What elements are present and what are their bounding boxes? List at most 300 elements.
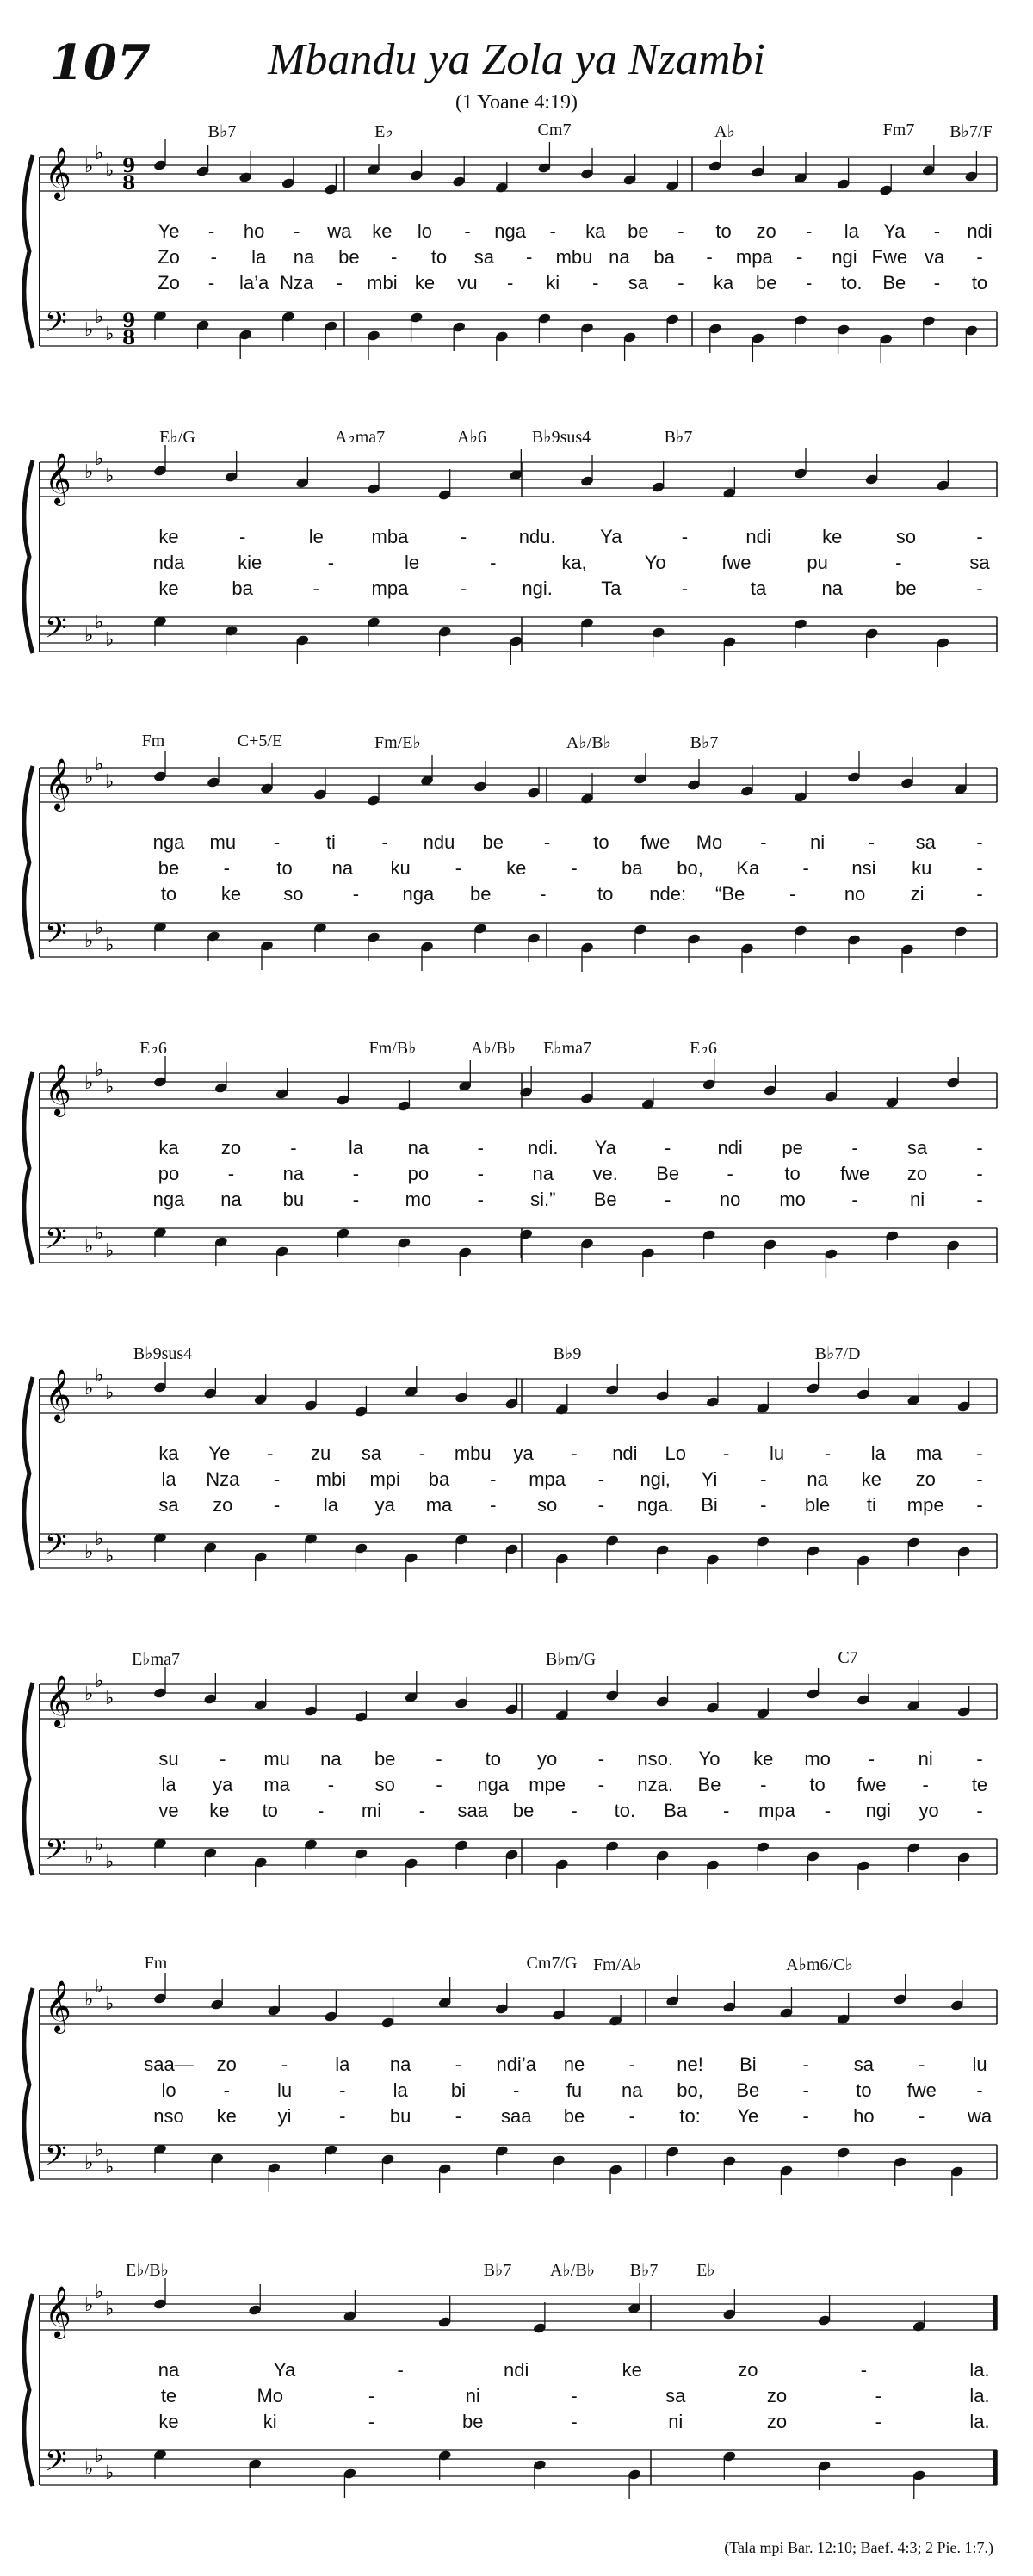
chord-symbol: E♭6 xyxy=(690,1039,717,1058)
lyric-syllable: sa xyxy=(915,831,936,853)
key-signature-flat-icon: ♭ xyxy=(95,917,104,939)
lyric-syllable: nza. xyxy=(637,1774,673,1795)
lyric-syllable: - xyxy=(976,883,983,905)
lyric-syllable: so xyxy=(895,526,916,547)
lyric-syllable: mpa xyxy=(735,246,773,268)
lyric-syllable: be xyxy=(470,883,492,905)
lyric-syllable: - xyxy=(976,578,983,599)
lyric-syllable: ki xyxy=(546,272,560,293)
lyric-verse-3 xyxy=(0,272,1033,298)
lyric-syllable: - xyxy=(571,1442,578,1464)
lyric-syllable: zo xyxy=(220,1137,242,1158)
lyric-syllable: - xyxy=(597,1774,605,1795)
lyric-verse-1 xyxy=(0,831,1033,857)
lyric-syllable: fwe xyxy=(721,552,752,573)
lyric-syllable: na xyxy=(407,1137,430,1158)
lyric-syllable: la xyxy=(870,1442,886,1464)
lyric-syllable: - xyxy=(207,272,215,293)
lyric-syllable: - xyxy=(722,1442,730,1464)
lyric-syllable: ya xyxy=(513,1442,534,1464)
bass-clef-icon: 𝄢 xyxy=(45,1529,67,1568)
lyric-syllable: to. xyxy=(841,272,863,293)
lyric-syllable: - xyxy=(490,552,497,573)
lyric-syllable: mpi xyxy=(369,1468,400,1490)
chord-symbol: E♭ma7 xyxy=(542,1039,592,1058)
lyric-syllable: Yo xyxy=(644,552,666,573)
lyric-syllable: be xyxy=(755,272,777,293)
treble-clef-icon: 𝄞 xyxy=(45,2286,71,2338)
lyric-syllable: - xyxy=(665,1137,671,1158)
lyric-syllable: - xyxy=(455,2054,462,2075)
lyric-syllable: zo xyxy=(756,220,776,242)
score-system xyxy=(0,426,1033,701)
lyric-syllable: - xyxy=(860,2359,868,2381)
lyric-syllable: ke xyxy=(414,272,436,293)
lyric-syllable: ngi. xyxy=(522,578,553,599)
lyric-syllable: be xyxy=(512,1800,535,1821)
lyric-syllable: be xyxy=(338,246,360,268)
lyric-syllable: to xyxy=(593,831,609,853)
lyric-syllable: la. xyxy=(969,2411,990,2432)
lyric-syllable: - xyxy=(294,220,300,242)
lyric-syllable: na xyxy=(389,2054,411,2075)
lyric-syllable: la xyxy=(393,2079,408,2101)
lyric-syllable: - xyxy=(760,1494,767,1516)
lyric-syllable: Ya xyxy=(273,2359,296,2381)
lyric-syllable: na xyxy=(158,2359,180,2381)
lyric-syllable: to xyxy=(262,1800,278,1821)
lyric-syllable: - xyxy=(273,831,281,853)
lyric-syllable: nga. xyxy=(636,1494,674,1516)
lyric-syllable: ka xyxy=(713,272,734,293)
treble-clef-icon: 𝄞 xyxy=(45,1064,71,1115)
lyric-syllable: ngi xyxy=(865,1800,891,1821)
lyric-syllable: to xyxy=(809,1774,826,1795)
lyric-syllable: la xyxy=(348,1137,363,1158)
lyric-syllable: - xyxy=(352,883,360,905)
lyric-syllable: ma xyxy=(915,1442,943,1464)
lyric-syllable: ti xyxy=(325,831,336,853)
lyric-syllable: - xyxy=(976,1189,983,1210)
lyric-syllable: - xyxy=(976,1748,983,1770)
lyric-verse-3 xyxy=(0,883,1033,909)
lyric-syllable: nsi xyxy=(851,857,876,879)
chord-symbol: A♭6 xyxy=(457,428,486,447)
lyric-syllable: ndi xyxy=(504,2359,529,2381)
lyric-syllable: na xyxy=(331,857,354,879)
lyric-syllable: - xyxy=(223,857,230,879)
lyric-syllable: yo xyxy=(536,1748,558,1770)
lyric-syllable: - xyxy=(327,552,335,573)
lyric-syllable: - xyxy=(976,831,983,853)
lyric-syllable: ba xyxy=(622,857,643,879)
lyric-syllable: sa xyxy=(158,1494,179,1516)
chord-symbol: E♭/B♭ xyxy=(126,2261,169,2280)
lyric-syllable: - xyxy=(976,526,983,547)
lyric-syllable: lu xyxy=(972,2054,987,2075)
lyric-syllable: ke xyxy=(216,2105,237,2127)
lyric-syllable: wa xyxy=(967,2105,993,2127)
chord-symbol: E♭/G xyxy=(159,428,195,447)
lyric-syllable: na xyxy=(609,246,630,268)
key-signature-flat-icon: ♭ xyxy=(95,1671,104,1692)
lyric-syllable: - xyxy=(317,1800,325,1821)
chord-symbol: B♭7/D xyxy=(814,1344,861,1363)
lyric-syllable: be xyxy=(374,1748,396,1770)
final-barline xyxy=(993,2295,997,2330)
key-signature-flat-icon: ♭ xyxy=(95,1529,104,1550)
lyric-syllable: na xyxy=(320,1748,342,1770)
lyric-syllable: Bi xyxy=(701,1494,718,1516)
score-system xyxy=(0,1343,1033,1618)
key-signature-flat-icon: ♭ xyxy=(95,612,104,633)
lyric-syllable: - xyxy=(571,857,578,879)
lyric-syllable: mbi xyxy=(315,1468,347,1490)
lyric-syllable: - xyxy=(525,246,533,268)
key-signature-flat-icon: ♭ xyxy=(84,625,94,646)
lyric-verse-2 xyxy=(0,857,1033,883)
lyric-syllable: mba xyxy=(371,526,409,547)
lyric-syllable: - xyxy=(339,2079,346,2101)
key-signature-flat-icon: ♭ xyxy=(84,1847,94,1869)
key-signature-flat-icon: ♭ xyxy=(105,1240,114,1262)
lyric-verse-2 xyxy=(0,552,1033,578)
lyric-syllable: - xyxy=(223,2079,230,2101)
chord-symbol: E♭ma7 xyxy=(131,1650,181,1669)
chord-symbol: A♭ma7 xyxy=(334,428,386,447)
lyric-syllable: mpa xyxy=(758,1800,795,1821)
chord-symbol: C7 xyxy=(838,1648,858,1667)
lyric-syllable: - xyxy=(681,526,689,547)
lyric-syllable: ne! xyxy=(677,2054,703,2075)
lyric-syllable: - xyxy=(273,1494,281,1516)
lyric-syllable: - xyxy=(706,246,713,268)
lyric-syllable: yo xyxy=(919,1800,939,1821)
lyric-syllable: mpe xyxy=(529,1774,566,1795)
lyric-syllable: - xyxy=(436,1774,442,1795)
lyric-syllable: zo xyxy=(216,2054,237,2075)
chord-symbol: Fm/E♭ xyxy=(374,733,421,752)
chord-symbol: A♭ xyxy=(714,122,735,141)
lyric-syllable: wa xyxy=(327,220,352,242)
lyric-syllable: - xyxy=(868,831,875,853)
bass-clef-icon: 𝄢 xyxy=(45,1834,67,1874)
lyric-syllable: - xyxy=(418,1442,426,1464)
lyric-syllable: sa xyxy=(361,1442,382,1464)
lyric-syllable: nga xyxy=(152,831,185,853)
lyric-verse-2 xyxy=(0,2079,1033,2105)
chord-symbol: Cm7 xyxy=(537,120,572,139)
lyric-syllable: ki xyxy=(263,2411,277,2432)
key-signature-flat-icon: ♭ xyxy=(84,2458,94,2480)
lyric-syllable: nga xyxy=(494,220,526,242)
key-signature-flat-icon: ♭ xyxy=(95,1834,104,1856)
lyric-syllable: - xyxy=(802,2054,809,2075)
key-signature-flat-icon: ♭ xyxy=(84,1072,94,1094)
treble-clef-icon: 𝄞 xyxy=(45,147,71,199)
lyric-verse-1 xyxy=(0,1442,1033,1468)
lyric-syllable: ke xyxy=(822,526,843,547)
lyric-syllable: zo xyxy=(906,1163,928,1184)
lyric-syllable: so xyxy=(536,1494,558,1516)
lyric-syllable: ya xyxy=(213,1774,233,1795)
lyric-syllable: fwe xyxy=(857,1774,887,1795)
lyric-syllable: to xyxy=(430,246,448,268)
lyric-syllable: ndi’a xyxy=(496,2054,536,2075)
lyric-syllable: mpa xyxy=(371,578,409,599)
lyric-syllable: po xyxy=(158,1163,180,1184)
lyric-syllable: - xyxy=(795,246,803,268)
lyric-syllable: su xyxy=(158,1748,179,1770)
time-signature-denominator: 8 xyxy=(122,172,136,195)
key-signature-flat-icon: ♭ xyxy=(95,448,104,470)
lyric-syllable: - xyxy=(436,1748,442,1770)
lyric-syllable: mpa xyxy=(529,1468,566,1490)
key-signature-flat-icon: ♭ xyxy=(105,1993,114,2015)
bass-clef-icon: 𝄢 xyxy=(45,1223,67,1263)
lyric-syllable: ndu. xyxy=(518,526,556,547)
lyric-syllable: “Be xyxy=(715,883,745,905)
lyric-syllable: Yo xyxy=(698,1748,721,1770)
bass-clef-icon: 𝄢 xyxy=(45,2445,67,2485)
lyric-syllable: la’a xyxy=(239,272,269,293)
lyric-syllable: - xyxy=(677,220,684,242)
key-signature-flat-icon: ♭ xyxy=(84,1378,94,1399)
key-signature-flat-icon: ♭ xyxy=(95,2140,104,2161)
treble-clef-icon: 𝄞 xyxy=(45,758,71,810)
key-signature-flat-icon: ♭ xyxy=(105,2462,114,2484)
key-signature-flat-icon: ♭ xyxy=(105,1382,114,1404)
lyric-syllable: Ya xyxy=(883,220,906,242)
lyric-syllable: nde: xyxy=(649,883,687,905)
chord-symbol: B♭9sus4 xyxy=(531,428,591,447)
lyric-syllable: saa xyxy=(500,2105,532,2127)
lyric-syllable: la. xyxy=(969,2385,990,2406)
lyric-syllable: - xyxy=(824,1800,832,1821)
lyric-syllable: - xyxy=(477,1137,484,1158)
lyric-verse-3 xyxy=(0,578,1033,603)
lyric-syllable: zi xyxy=(910,883,925,905)
chord-symbol: A♭/B♭ xyxy=(566,733,612,752)
lyric-verse-2 xyxy=(0,1468,1033,1494)
lyric-syllable: na xyxy=(532,1163,554,1184)
chord-symbol: B♭7 xyxy=(690,733,719,752)
lyric-syllable: ni xyxy=(810,831,826,853)
lyric-syllable: - xyxy=(220,1748,226,1770)
lyric-syllable: yi xyxy=(277,2105,292,2127)
chord-symbol: B♭9 xyxy=(553,1344,582,1363)
lyric-syllable: zu xyxy=(311,1442,331,1464)
lyric-syllable: - xyxy=(677,272,684,293)
lyric-syllable: zo xyxy=(213,1494,233,1516)
lyric-syllable: - xyxy=(339,2105,346,2127)
lyric-syllable: - xyxy=(922,1774,929,1795)
lyric-syllable: - xyxy=(802,2105,809,2127)
chord-symbol: A♭m6/C♭ xyxy=(786,1955,853,1974)
lyric-syllable: - xyxy=(571,2411,578,2432)
time-signature-numerator: 9 xyxy=(122,155,136,177)
lyric-syllable: ke xyxy=(220,883,242,905)
lyric-syllable: - xyxy=(976,1442,983,1464)
score-system xyxy=(0,1648,1033,1924)
lyric-syllable: - xyxy=(789,883,796,905)
lyric-syllable: saa— xyxy=(144,2054,194,2075)
lyric-syllable: - xyxy=(352,1163,360,1184)
key-signature-flat-icon: ♭ xyxy=(105,1546,114,1567)
lyric-syllable: Be xyxy=(736,2079,760,2101)
lyric-syllable: - xyxy=(976,1137,983,1158)
lyric-syllable: fu xyxy=(566,2079,583,2101)
lyric-syllable: - xyxy=(976,1800,983,1821)
lyric-syllable: ndu xyxy=(423,831,455,853)
lyric-syllable: ho xyxy=(853,2105,875,2127)
lyric-syllable: - xyxy=(460,526,467,547)
lyric-syllable: be xyxy=(563,2105,585,2127)
lyric-syllable: Ya xyxy=(600,526,622,547)
lyric-syllable: va xyxy=(925,246,945,268)
lyric-verse-2 xyxy=(0,246,1033,272)
lyric-syllable: la xyxy=(251,246,267,268)
lyric-syllable: - xyxy=(267,1442,274,1464)
lyric-syllable: Ye xyxy=(158,220,180,242)
lyric-syllable: fwe xyxy=(640,831,671,853)
lyric-verse-1 xyxy=(0,2359,1033,2385)
lyric-syllable: no xyxy=(719,1189,741,1210)
lyric-syllable: to: xyxy=(679,2105,701,2127)
lyric-syllable: - xyxy=(760,831,767,853)
lyric-syllable: be xyxy=(158,857,180,879)
lyric-syllable: - xyxy=(336,272,343,293)
lyric-syllable: te xyxy=(160,2385,177,2406)
lyric-syllable: Bi xyxy=(739,2054,757,2075)
chord-symbol: B♭7 xyxy=(483,2261,512,2280)
bass-clef-icon: 𝄢 xyxy=(45,612,67,652)
lyric-syllable: mbu xyxy=(555,246,593,268)
key-signature-flat-icon: ♭ xyxy=(105,629,114,651)
lyric-syllable: bu xyxy=(282,1189,305,1210)
lyric-syllable: ka, xyxy=(561,552,587,573)
lyric-syllable: ve xyxy=(158,1800,179,1821)
lyric-syllable: - xyxy=(895,552,902,573)
lyric-syllable: - xyxy=(571,2385,578,2406)
lyric-syllable: to xyxy=(784,1163,801,1184)
key-signature-flat-icon: ♭ xyxy=(84,1541,94,1563)
lyric-syllable: Ta xyxy=(601,578,622,599)
lyric-syllable: fwe xyxy=(839,1163,870,1184)
lyric-syllable: mbu xyxy=(454,1442,492,1464)
lyric-syllable: - xyxy=(460,578,467,599)
lyric-syllable: - xyxy=(238,526,246,547)
chord-symbol: Fm xyxy=(141,732,165,751)
chord-symbol: B♭7 xyxy=(664,428,693,447)
lyric-syllable: - xyxy=(851,1137,858,1158)
lyric-syllable: sa xyxy=(628,272,648,293)
key-signature-flat-icon: ♭ xyxy=(84,156,94,177)
lyric-syllable: ndi xyxy=(612,1442,638,1464)
score-system xyxy=(0,1954,1033,2229)
key-signature-flat-icon: ♭ xyxy=(84,1989,94,2011)
lyric-syllable: zo xyxy=(766,2411,788,2432)
lyric-syllable: sa xyxy=(969,552,990,573)
lyric-syllable: Zo xyxy=(158,272,180,293)
lyric-syllable: ku xyxy=(390,857,411,879)
lyric-syllable: kie xyxy=(238,552,263,573)
lyric-syllable: zo xyxy=(738,2359,758,2381)
lyric-syllable: fwe xyxy=(906,2079,937,2101)
lyric-syllable: to xyxy=(485,1748,501,1770)
lyric-syllable: zo xyxy=(766,2385,788,2406)
lyric-syllable: ni xyxy=(909,1189,925,1210)
lyric-syllable: na xyxy=(282,1163,305,1184)
lyric-syllable: Nza xyxy=(206,1468,240,1490)
lyric-syllable: le xyxy=(405,552,420,573)
lyric-syllable: si.” xyxy=(530,1189,556,1210)
lyric-syllable: ke xyxy=(622,2359,642,2381)
lyric-syllable: to xyxy=(160,883,177,905)
lyric-syllable: lo xyxy=(417,220,433,242)
lyric-syllable: ti xyxy=(866,1494,876,1516)
lyric-syllable: - xyxy=(824,1442,832,1464)
lyric-syllable: ve. xyxy=(592,1163,618,1184)
treble-clef-icon: 𝄞 xyxy=(45,1980,71,2032)
lyric-verse-3 xyxy=(0,1494,1033,1520)
lyric-syllable: Be xyxy=(593,1189,617,1210)
lyric-syllable: ba xyxy=(653,246,675,268)
score-system xyxy=(0,732,1033,1007)
lyric-syllable: - xyxy=(802,857,809,879)
lyric-syllable: na xyxy=(622,2079,643,2101)
lyric-syllable: mpe xyxy=(906,1494,944,1516)
key-signature-flat-icon: ♭ xyxy=(95,306,104,328)
key-signature-flat-icon: ♭ xyxy=(95,143,104,164)
lyric-syllable: sa xyxy=(906,1137,928,1158)
lyric-syllable: to xyxy=(276,857,293,879)
lyric-syllable: - xyxy=(976,1163,983,1184)
lyric-syllable: la xyxy=(335,2054,350,2075)
lyric-syllable: zo xyxy=(915,1468,936,1490)
chord-symbol: B♭7 xyxy=(629,2261,659,2280)
chord-symbol: E♭6 xyxy=(139,1039,167,1058)
lyric-syllable: nga xyxy=(477,1774,510,1795)
lyric-syllable: ke xyxy=(506,857,527,879)
key-signature-flat-icon: ♭ xyxy=(84,1236,94,1257)
lyric-syllable: - xyxy=(490,1494,497,1516)
lyric-syllable: nso. xyxy=(637,1748,673,1770)
hymn-title: Mbandu ya Zola ya Nzambi xyxy=(268,35,765,84)
lyric-syllable: ta xyxy=(750,578,767,599)
bass-clef-icon: 𝄢 xyxy=(45,306,67,346)
lyric-verse-2 xyxy=(0,1163,1033,1189)
hymn-number: 107 xyxy=(50,34,151,91)
lyric-syllable: mo xyxy=(804,1748,831,1770)
lyric-syllable: - xyxy=(540,883,547,905)
lyric-verse-2 xyxy=(0,1774,1033,1800)
treble-clef-icon: 𝄞 xyxy=(45,1369,71,1421)
lyric-syllable: ke xyxy=(158,526,179,547)
lyric-syllable: Ye xyxy=(208,1442,231,1464)
treble-clef-icon: 𝄞 xyxy=(45,453,71,504)
lyric-syllable: lu xyxy=(277,2079,293,2101)
lyric-syllable: bi xyxy=(450,2079,466,2101)
lyric-syllable: Nza xyxy=(280,272,314,293)
lyric-syllable: - xyxy=(368,2411,375,2432)
lyric-verse-1 xyxy=(0,526,1033,552)
lyric-syllable: - xyxy=(851,1189,858,1210)
lyric-syllable: sa xyxy=(853,2054,875,2075)
lyric-syllable: - xyxy=(390,246,398,268)
key-signature-flat-icon: ♭ xyxy=(84,2153,94,2174)
lyric-syllable: - xyxy=(919,2054,925,2075)
